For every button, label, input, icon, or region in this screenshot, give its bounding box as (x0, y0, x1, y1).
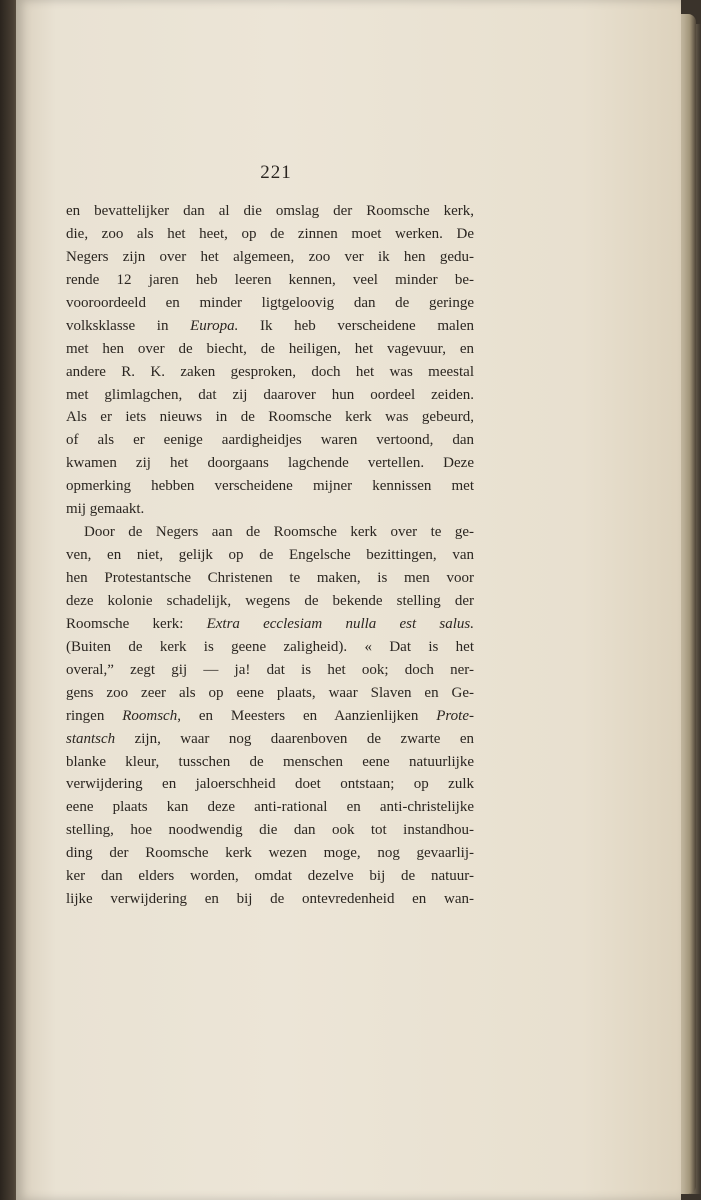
text-line (66, 315, 474, 338)
text-line: blanke kleur, tusschen de menschen eene natuurlijke (66, 753, 474, 770)
text-segment: Roomsche kerk: (66, 615, 207, 632)
text-segment: volksklasse in (66, 317, 191, 334)
text-line: andere R. K. zaken gesproken, doch het was meestal (66, 363, 474, 380)
text-line: (Buiten de kerk is geene zaligheid). « Dat is het (66, 638, 474, 655)
body-text (66, 200, 474, 911)
text-line: mij gemaakt. (66, 501, 145, 518)
text-line: ker dan elders worden, omdat dezelve bij de natuur- (66, 868, 474, 885)
italic-text: Europa. (190, 317, 239, 334)
text-line: lijke verwijdering en bij de ontevredenheid en wan- (66, 891, 474, 908)
text-line (66, 613, 474, 636)
text-segment: Ik heb verscheidene malen (238, 317, 474, 334)
text-line: met hen over de biecht, de heiligen, het vagevuur, en (66, 340, 474, 357)
text-line: eene plaats kan deze anti-rational en anti-christelijke (66, 799, 474, 816)
text-line: vooroordeeld en minder ligtgeloovig dan de geringe (66, 294, 474, 311)
text-line: Door de Negers aan de Roomsche kerk over te ge- (84, 524, 474, 541)
text-segment: zijn, waar nog daarenboven de zwarte en (115, 730, 474, 747)
text-segment: , en Meesters en Aanzienlijken (177, 707, 437, 724)
text-segment: ringen (66, 707, 123, 724)
italic-text: Roomsch (122, 707, 178, 724)
italic-text: Extra ecclesiam nulla est salus. (206, 615, 474, 632)
text-line: die, zoo als het heet, op de zinnen moet werken. De (66, 225, 474, 242)
text-line: Als er iets nieuws in de Roomsche kerk was gebeurd, (66, 409, 474, 426)
italic-text: stantsch (66, 730, 116, 747)
text-line: hen Protestantsche Christenen te maken, is men voor (66, 570, 474, 586)
text-line: ven, en niet, gelijk op de Engelsche bezittingen, van (66, 547, 474, 564)
text-line: deze kolonie schadelijk, wegens de bekende stelling der (66, 592, 474, 609)
page-number: 221 (260, 162, 292, 183)
text-line: stelling, hoe noodwendig die dan ook tot instandhou- (66, 822, 474, 839)
text-line: en bevattelijker dan al die omslag der Roomsche kerk, (66, 203, 474, 219)
text-line: opmerking hebben verscheidene mijner kennissen met (66, 478, 474, 495)
book-page (16, 0, 681, 1200)
text-line (66, 705, 474, 728)
text-line: kwamen zij het doorgaans lagchende vertellen. Deze (66, 455, 474, 472)
text-line: ding der Roomsche kerk wezen moge, nog gevaarlij- (66, 845, 474, 862)
text-line: of als er eenige aardigheidjes waren vertoond, dan (66, 432, 474, 449)
text-line: overal,” zegt gij — ja! dat is het ook; doch ner- (66, 661, 474, 678)
text-line: Negers zijn over het algemeen, zoo ver ik hen gedu- (66, 248, 474, 265)
text-line: gens zoo zeer als op eene plaats, waar Slaven en Ge- (66, 684, 474, 701)
text-line: verwijdering en jaloerschheid doet ontstaan; op zulk (66, 776, 474, 793)
text-line: met glimlagchen, dat zij daarover hun oordeel zeiden. (66, 386, 474, 403)
text-line: rende 12 jaren heb leeren kennen, veel minder be- (66, 271, 474, 288)
italic-text: Prote- (436, 707, 474, 724)
text-line (66, 728, 474, 751)
